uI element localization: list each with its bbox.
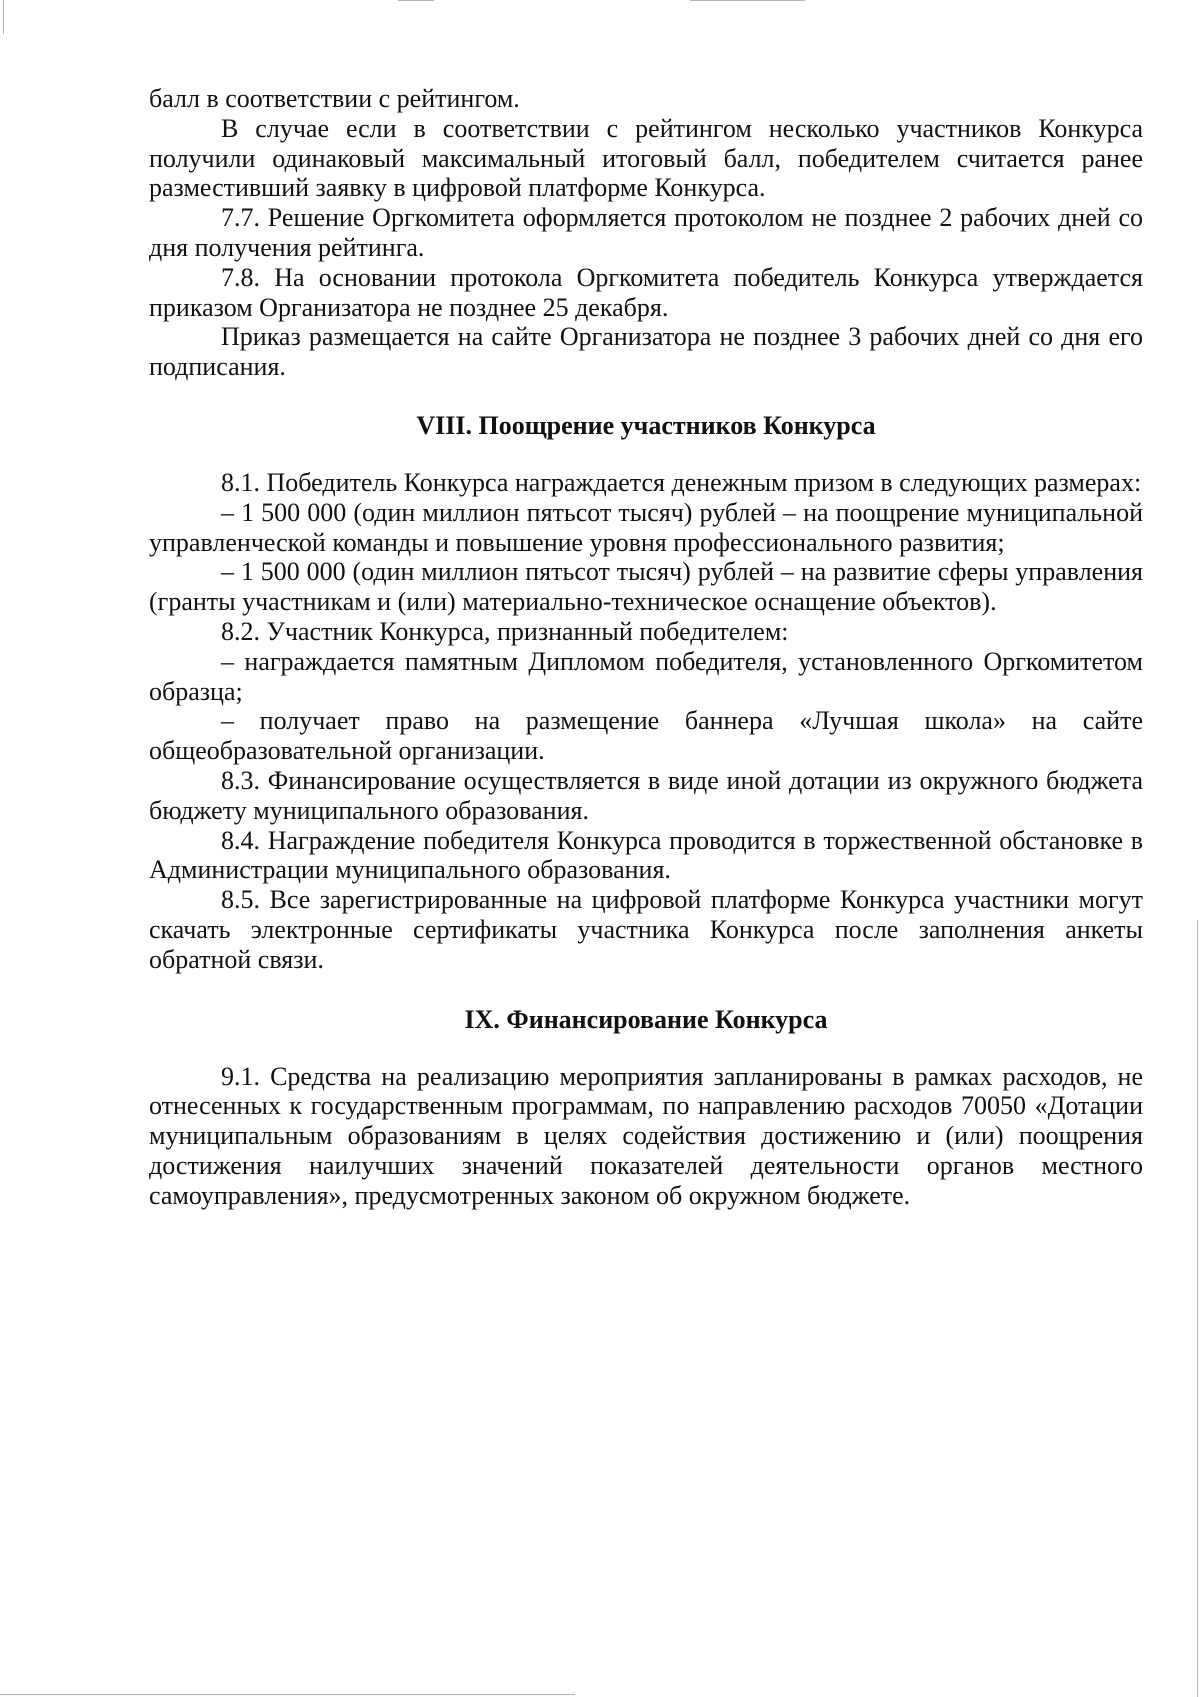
- paragraph: балл в соответствии с рейтингом.: [149, 84, 520, 113]
- paragraph: 9.1. Средства на реализацию мероприятия запланированы в рамках расходов, не отнесенных к государственным программам, по направлению расходов 70050 «Дотации муниципальным образованиям в целях содействия достижению и (или) поощрения достижения наилучших значений показателей деятельности органов местного самоуправления», предусмотренных законом об окружном бюджете.: [149, 1061, 1143, 1210]
- paragraph: 8.1. Победитель Конкурса награждается денежным призом в следующих размерах:: [221, 467, 1142, 497]
- section-heading: VIII. Поощрение участников Конкурса: [416, 410, 876, 440]
- paragraph: 7.7. Решение Оргкомитета оформляется протоколом не позднее 2 рабочих дней со дня получения рейтинга.: [149, 203, 1143, 262]
- document-body: [149, 84, 1143, 1211]
- scan-edge-mark: [1197, 920, 1198, 1697]
- scan-edge-mark: [0, 1694, 575, 1695]
- paragraph: 8.5. Все зарегистрированные на цифровой платформе Конкурса участники могут скачать электронные сертификаты участника Конкурса после заполнения анкеты обратной связи.: [149, 885, 1143, 974]
- paragraph: В случае если в соответствии с рейтингом несколько участников Конкурса получили одинаковый максимальный итоговый балл, победителем считается ранее разместивший заявку в цифровой платформе Конкурса.: [149, 113, 1143, 203]
- paragraph: – 1 500 000 (один миллион пятьсот тысяч) рублей – на поощрение муниципальной управленческой команды и повышение уровня профессионального развития;: [149, 497, 1143, 557]
- paragraph: Приказ размещается на сайте Организатора не позднее 3 рабочих дней со дня его подписания.: [149, 322, 1143, 382]
- scan-edge-mark: [3, 0, 4, 34]
- scan-edge-mark: [398, 0, 434, 1]
- paragraph: 8.2. Участник Конкурса, признанный победителем:: [221, 616, 789, 646]
- paragraph: – получает право на размещение баннера «Лучшая школа» на сайте общеобразовательной организации.: [149, 706, 1143, 766]
- paragraph: 8.3. Финансирование осуществляется в виде иной дотации из окружного бюджета бюджету муниципального образования.: [149, 765, 1143, 825]
- scan-edge-mark: [690, 0, 805, 1]
- paragraph: 7.8. На основании протокола Оргкомитета победитель Конкурса утверждается приказом Организатора не позднее 25 декабря.: [149, 262, 1143, 322]
- paragraph: – 1 500 000 (один миллион пятьсот тысяч) рублей – на развитие сферы управления (гранты участникам и (или) материально-техническое оснащение объектов).: [149, 557, 1143, 617]
- paragraph: – награждается памятным Дипломом победителя, установленного Оргкомитетом образца;: [149, 646, 1143, 706]
- section-heading: IX. Финансирование Конкурса: [464, 1004, 828, 1034]
- paragraph: 8.4. Награждение победителя Конкурса проводится в торжественной обстановке в Администрации муниципального образования.: [149, 825, 1143, 885]
